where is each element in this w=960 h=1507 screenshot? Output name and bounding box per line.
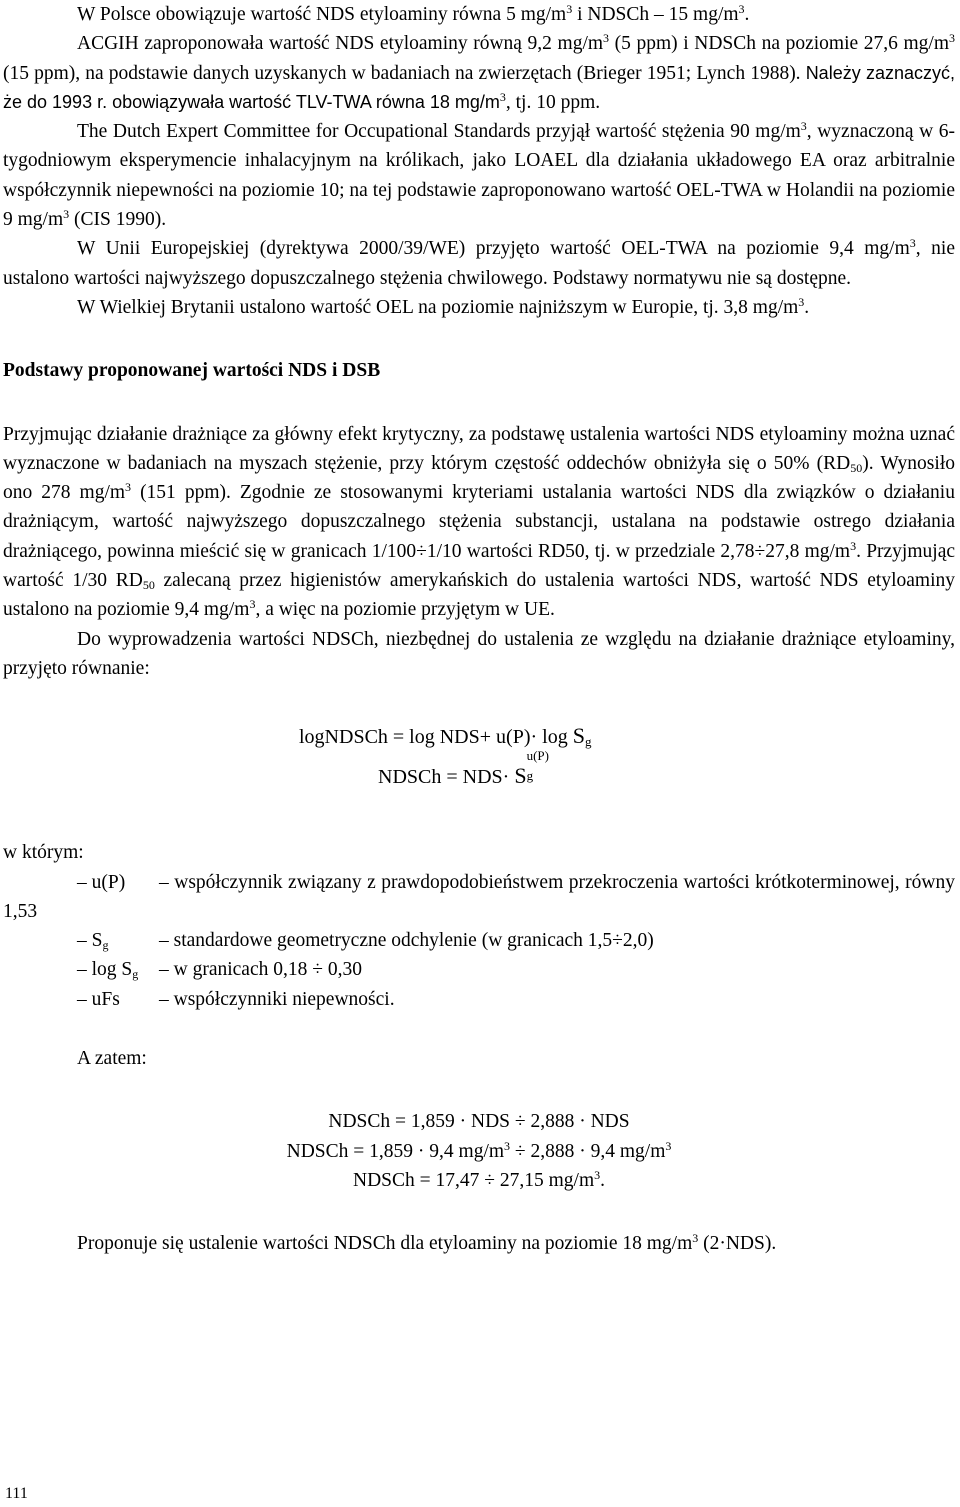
superscript: 3 bbox=[499, 89, 506, 104]
superscript: 3 bbox=[692, 1231, 699, 1246]
text: W Polsce obowiązuje wartość NDS etyloaminy równa 5 mg/m bbox=[77, 4, 567, 25]
definition-item bbox=[3, 955, 955, 984]
text: . bbox=[804, 296, 810, 318]
text: ). Wynosiło ono 278 mg/m bbox=[3, 452, 955, 504]
text: (2·NDS). bbox=[698, 1233, 777, 1255]
definition-desc: – współczynniki niepewności. bbox=[159, 988, 395, 1010]
formula-text: logNDSCh = log NDS+ u(P)· log bbox=[299, 726, 573, 749]
text: ÷ 2,888 · 9,4 mg/m bbox=[510, 1140, 666, 1162]
conclusion bbox=[3, 1229, 955, 1258]
document-page bbox=[3, 0, 955, 1259]
text: . bbox=[600, 1169, 605, 1191]
definition-desc: – standardowe geometryczne odchylenie (w granicach 1,5÷2,0) bbox=[159, 930, 654, 952]
text: NDSCh = 1,859 · 9,4 mg/m bbox=[286, 1140, 505, 1162]
text: Proponuje się ustalenie wartości NDSCh dla etyloaminy na poziomie 18 mg/m bbox=[77, 1233, 693, 1255]
subscript: 50 bbox=[142, 578, 155, 593]
superscript: 3 bbox=[738, 2, 745, 16]
formula-superscript: u(P) bbox=[526, 748, 549, 764]
text: (5 ppm) i NDSCh na poziomie 27,6 mg/m bbox=[609, 33, 949, 55]
subscript: g bbox=[102, 938, 109, 953]
formula-log bbox=[3, 719, 955, 759]
text: i NDSCh – 15 mg/m bbox=[572, 4, 739, 25]
definitions bbox=[3, 838, 955, 1014]
superscript: 3 bbox=[949, 31, 955, 46]
text: (CIS 1990). bbox=[69, 209, 167, 231]
paragraph-poland bbox=[3, 0, 955, 29]
term-text: – u(P) bbox=[77, 871, 126, 893]
definition-desc: – w granicach 0,18 ÷ 0,30 bbox=[159, 959, 362, 981]
superscript: 3 bbox=[125, 480, 132, 495]
text: (151 ppm). Zgodnie ze stosowanymi kryteriami ustalania wartości NDS dla związków o działaniu drażniącym, wartość najwyższego dopuszczalnego stężenia substancji, ustalana na podstawie ostrego działania drażniącego, powinna mieścić się w granicach 1/100÷1/10 wartości RD50, tj. w przedziale 2,78÷27,8 mg/m bbox=[3, 482, 955, 562]
paragraph-dutch bbox=[3, 117, 955, 234]
formula-symbol: S bbox=[514, 763, 527, 789]
result-line bbox=[3, 1166, 955, 1195]
superscript: 3 bbox=[800, 119, 807, 134]
formula-subscript: g bbox=[526, 768, 534, 784]
definition-item bbox=[3, 926, 955, 955]
page-number: 111 bbox=[5, 1485, 28, 1502]
formula-text: NDSCh = NDS· bbox=[378, 766, 515, 789]
paragraph-eu bbox=[3, 234, 955, 293]
superscript: 3 bbox=[594, 1167, 601, 1182]
text: . Przyjmując wartość 1/30 RD bbox=[3, 540, 955, 592]
paragraph-equation-intro: Do wyprowadzenia wartości NDSCh, niezbędnej do ustalenia ze względu na działanie drażniące etyloaminy, przyjęto równanie: bbox=[3, 628, 955, 679]
definition-term bbox=[3, 926, 159, 955]
superscript: 3 bbox=[909, 236, 916, 251]
text: , tj. 10 ppm. bbox=[505, 91, 601, 113]
formula-symbol: S bbox=[572, 723, 585, 749]
formula-exp bbox=[3, 748, 955, 794]
paragraph-uk bbox=[3, 293, 955, 322]
superscript: 3 bbox=[504, 1138, 511, 1153]
text: W Unii Europejskiej (dyrektywa 2000/39/WE) przyjęto wartość OEL-TWA na poziomie 9,4 mg/m bbox=[77, 238, 910, 260]
text: ACGIH zaproponowała wartość NDS etyloaminy równą 9,2 mg/m bbox=[77, 33, 604, 55]
definition-item bbox=[3, 985, 955, 1014]
therefore-label: A zatem: bbox=[77, 1048, 147, 1070]
paragraph-basis bbox=[3, 420, 955, 625]
paragraph-acgih bbox=[3, 29, 955, 117]
formula-subscript: g bbox=[584, 734, 592, 750]
text: (15 ppm), na podstawie danych uzyskanych w badaniach na zwierzętach (Brieger 1951; Lynch 1988). bbox=[3, 62, 806, 84]
section-heading: Podstawy proponowanej wartości NDS i DSB bbox=[3, 360, 381, 382]
text: , wyznaczoną w 6-tygodniowym eksperymencie inhalacyjnym na królikach, jako LOAEL dla działania układowego EA oraz arbitralnie współczynnik niepewności na poziomie 10; na tej podstawie zaproponowano wartość OEL-TWA w Holandii na poziomie 9 mg/m bbox=[3, 121, 955, 231]
superscript: 3 bbox=[665, 1138, 672, 1153]
superscript: 3 bbox=[63, 207, 70, 222]
superscript: 3 bbox=[249, 597, 256, 612]
definition-desc: – współczynnik związany z prawdopodobieństwem przekroczenia wartości krótkoterminowej, równy 1,53 bbox=[3, 871, 955, 922]
superscript: 3 bbox=[566, 2, 573, 16]
result-line: NDSCh = 1,859 · NDS ÷ 2,888 · NDS bbox=[328, 1111, 630, 1133]
formula-scripts bbox=[526, 748, 553, 784]
definition-item bbox=[3, 868, 955, 927]
text: NDSCh = 17,47 ÷ 27,15 mg/m bbox=[353, 1169, 595, 1191]
text: . bbox=[744, 4, 750, 25]
result-line bbox=[3, 1137, 955, 1166]
calculation-results bbox=[3, 1107, 955, 1195]
term-text: – S bbox=[77, 930, 103, 952]
subscript: 50 bbox=[850, 460, 863, 475]
text: , nie ustalono wartości najwyższego dopuszczalnego stężenia chwilowego. Podstawy normatywu nie są dostępne. bbox=[3, 238, 955, 289]
text: zalecaną przez higienistów amerykańskich do ustalenia wartości NDS, wartość NDS etyloaminy ustalono na poziomie 9,4 mg/m bbox=[3, 570, 955, 621]
text: W Wielkiej Brytanii ustalono wartość OEL na poziomie najniższym w Europie, tj. 3,8 mg/m bbox=[77, 296, 799, 318]
superscript: 3 bbox=[798, 294, 805, 309]
term-text: – uFs bbox=[77, 988, 120, 1010]
text: , a więc na poziomie przyjętym w UE. bbox=[255, 599, 555, 621]
definitions-intro: w którym: bbox=[3, 842, 84, 864]
text: The Dutch Expert Committee for Occupational Standards przyjął wartość stężenia 90 mg/m bbox=[77, 121, 801, 143]
text: Należy zaznaczyć, że do 1993 r. obowiązywała wartość TLV-TWA równa 18 mg/m bbox=[3, 62, 955, 112]
definition-term bbox=[3, 868, 159, 897]
definition-term bbox=[3, 955, 159, 984]
text: Przyjmując działanie drażniące za główny efekt krytyczny, za podstawę ustalenia wartości NDS etyloaminy można uznać wyznaczone w badaniach na myszach stężenie, przy którym częstość oddechów obniżyła się o 50% (RD bbox=[3, 423, 955, 474]
definition-term bbox=[3, 985, 159, 1014]
superscript: 3 bbox=[850, 538, 857, 553]
term-text: – log S bbox=[77, 959, 133, 981]
subscript: g bbox=[132, 967, 139, 982]
superscript: 3 bbox=[603, 31, 610, 46]
